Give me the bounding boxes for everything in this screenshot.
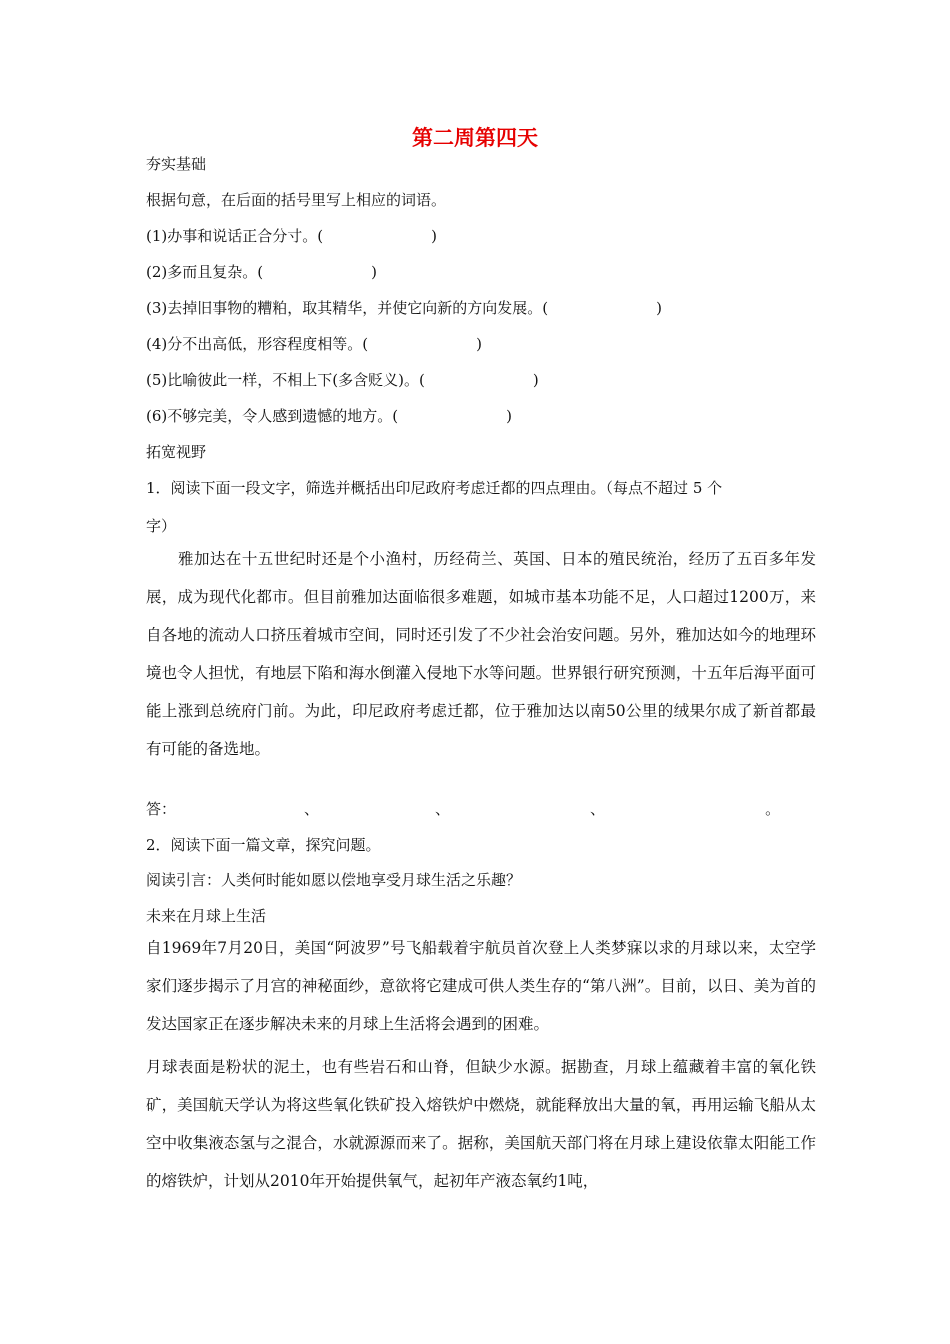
answer-line	[146, 798, 780, 819]
answer-separator: 、	[304, 800, 320, 818]
answer-separator: 、	[590, 800, 606, 818]
question-1-text: 1．阅读下面一段文字，筛选并概括出印尼政府考虑迁都的四点理由。（每点不超过 5 个	[146, 479, 723, 497]
question-1-text-cont: 字）	[146, 517, 177, 535]
question-item	[146, 297, 662, 318]
question-text: (2)多而且复杂。(	[146, 263, 264, 281]
close-paren: )	[431, 227, 437, 245]
question-text: (3)去掉旧事物的糟粕，取其精华，并使它向新的方向发展。(	[146, 299, 549, 317]
question-text: (5)比喻彼此一样，不相上下(多含贬义)。(	[146, 371, 425, 389]
article-title: 未来在月球上生活	[146, 907, 267, 925]
answer-separator: 、	[435, 800, 451, 818]
answer-label: 答：	[146, 800, 177, 818]
section-heading-basics: 夯实基础	[146, 155, 207, 173]
question-item	[146, 261, 377, 282]
question-item	[146, 405, 512, 426]
page-title: 第二周第四天	[412, 126, 538, 150]
close-paren: )	[656, 299, 662, 317]
reading-intro: 阅读引言：人类何时能如愿以偿地享受月球生活之乐趣？	[146, 871, 522, 889]
question-item	[146, 333, 482, 354]
instruction-text: 根据句意，在后面的括号里写上相应的词语。	[146, 191, 447, 209]
close-paren: )	[506, 407, 512, 425]
question-item	[146, 225, 437, 246]
section-heading-expand: 拓宽视野	[146, 443, 207, 461]
answer-end: 。	[765, 800, 781, 818]
question-text: (6)不够完美，令人感到遗憾的地方。(	[146, 407, 399, 425]
passage-jakarta: 雅加达在十五世纪时还是个小渔村，历经荷兰、英国、日本的殖民统治，经历了五百多年发展，成为现代化都市。但目前雅加达面临很多难题，如城市基本功能不足，人口超过1200万，来自各地的流动人口挤压着城市空间，同时还引发了不少社会治安问题。另外，雅加达如今的地理环境也令人担忧，有地层下陷和海水倒灌入侵地下水等问题。世界银行研究预测，十五年后海平面可能上涨到总统府门前。为此，印尼政府考虑迁都，位于雅加达以南50公里的绒果尔成了新首都最有可能的备选地。	[146, 550, 816, 758]
close-paren: )	[371, 263, 377, 281]
question-2-text: 2．阅读下面一篇文章，探究问题。	[146, 836, 381, 854]
article-paragraph-2: 月球表面是粉状的泥土，也有些岩石和山脊，但缺少水源。据勘查，月球上蕴藏着丰富的氧化铁矿，美国航天学认为将这些氧化铁矿投入熔铁炉中燃烧，就能释放出大量的氧，再用运输飞船从太空中收集液态氢与之混合，水就源源而来了。据称，美国航天部门将在月球上建设依靠太阳能工作的熔铁炉，计划从2010年开始提供氧气，起初年产液态氧约1吨，	[146, 1058, 816, 1190]
question-text: (1)办事和说话正合分寸。(	[146, 227, 324, 245]
article-paragraph-1: 自1969年7月20日，美国“阿波罗”号飞船载着宇航员首次登上人类梦寐以求的月球以来，太空学家们逐步揭示了月宫的神秘面纱，意欲将它建成可供人类生存的“第八洲”。目前，以日、美为首的发达国家正在逐步解决未来的月球上生活将会遇到的困难。	[146, 939, 816, 1033]
question-item	[146, 369, 539, 390]
close-paren: )	[532, 371, 539, 389]
close-paren: )	[476, 335, 482, 353]
question-text: (4)分不出高低，形容程度相等。(	[146, 335, 369, 353]
